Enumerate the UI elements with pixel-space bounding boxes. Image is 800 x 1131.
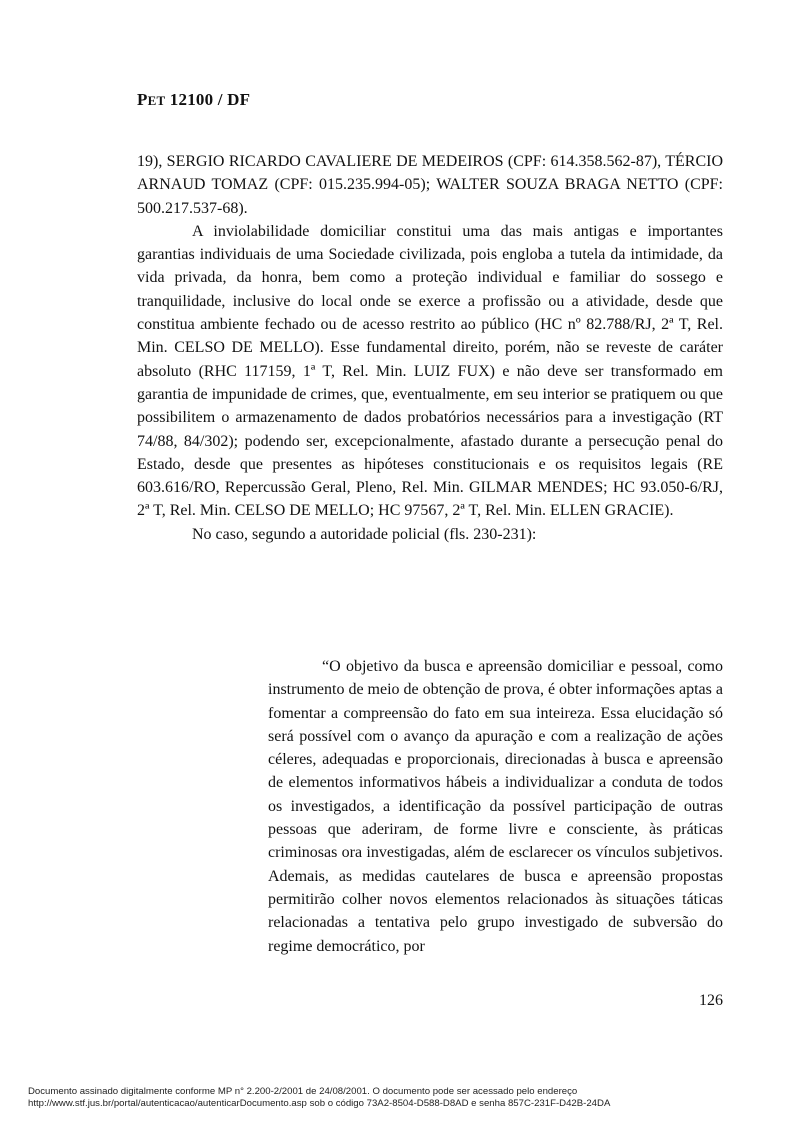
paragraph-no-caso: No caso, segundo a autoridade policial (fls. 230-231): xyxy=(192,525,537,543)
header-initial: P xyxy=(137,90,148,109)
page-number: 126 xyxy=(699,992,723,1009)
page-header xyxy=(137,90,250,110)
paragraph-inviolabilidade: A inviolabilidade domiciliar constitui uma das mais antigas e importantes garantias individuais de uma Sociedade civilizada, pois engloba a tutela da intimidade, da vida privada, da honra, bem como a proteção individual e familiar do sossego e tranquilidade, inclusive do local onde se exerce a profissão ou a atividade, desde que constitua ambiente fechado ou de acesso restrito ao público (HC nº 82.788/RJ, 2ª T, Rel. Min. CELSO DE MELLO). Esse fundamental direito, porém, não se reveste de caráter absoluto (RHC 117159, 1ª T, Rel. Min. LUIZ FUX) e não deve ser transformado em garantia de impunidade de crimes, que, eventualmente, em seu interior se pratiquem ou que possibilitem o armazenamento de dados probatórios necessários para a investigação (RT 74/88, 84/302); podendo ser, excepcionalmente, afastado durante a persecução penal do Estado, desde que presentes as hipóteses constitucionais e os requisitos legais (RE 603.616/RO, Repercussão Geral, Pleno, Rel. Min. GILMAR MENDES; HC 93.050-6/RJ, 2ª T, Rel. Min. CELSO DE MELLO; HC 97567, 2ª T, Rel. Min. ELLEN GRACIE). xyxy=(137,222,723,520)
quote-text: “O objetivo da busca e apreensão domiciliar e pessoal, como instrumento de meio de obtenção de prova, é obter informações aptas a fomentar a compreensão do fato em sua inteireza. Essa elucidação só será possível com o avanço da apuração e com a realização de ações céleres, adequadas e proporcionais, direcionadas à busca e apreensão de elementos informativos hábeis a individualizar a conduta de todos os investigados, a identificação da possível participação de outras pessoas que aderiram, de forme livre e consciente, às práticas criminosas ora investigadas, além de esclarecer os vínculos subjetivos. Ademais, as medidas cautelares de busca e apreensão propostas permitirão colher novos elementos relacionados às situações táticas relacionadas a tentativa pelo grupo investigado de subversão do regime democrático, por xyxy=(268,658,723,955)
block-quote xyxy=(268,655,723,958)
header-number: 12100 / DF xyxy=(169,90,251,109)
paragraph-names: 19), SERGIO RICARDO CAVALIERE DE MEDEIROS (CPF: 614.358.562-87), TÉRCIO ARNAUD TOMAZ (CPF: 015.235.994-05); WALTER SOUZA BRAGA NETTO (CPF: 500.217.537-68). xyxy=(137,153,723,217)
footer-line-2: http://www.stf.jus.br/portal/autenticacao/autenticarDocumento.asp sob o código 73A2-8504-D588-D8AD e senha 857C-231F-D42B-24DA xyxy=(28,1098,611,1109)
signature-footer xyxy=(28,1086,610,1110)
header-smallcaps: ET xyxy=(147,93,166,108)
document-body xyxy=(137,150,723,546)
footer-line-1: Documento assinado digitalmente conforme MP n° 2.200-2/2001 de 24/08/2001. O documento pode ser acessado pelo endereço xyxy=(28,1086,578,1097)
